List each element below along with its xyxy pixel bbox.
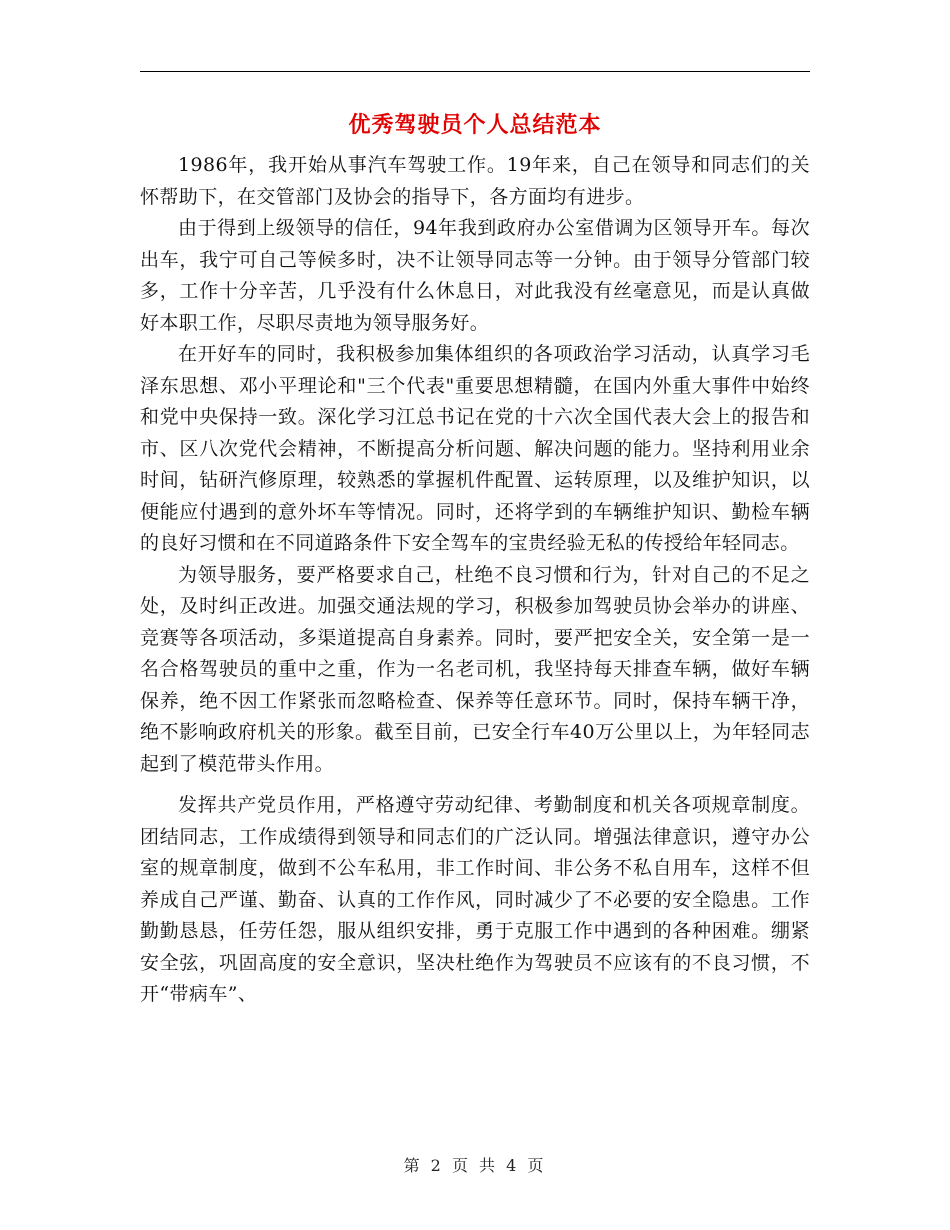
paragraph-3: 在开好车的同时，我积极参加集体组织的各项政治学习活动，认真学习毛泽东思想、邓小平理论和"三个代表"重要思想精髓，在国内外重大事件中始终和党中央保持一致。深化学习江总书记在党的十六次全国代表大会上的报告和市、区八次党代会精神，不断提高分析问题、解决问题的能力。坚持利用业余时间，钻研汽修原理，较熟悉的掌握机件配置、运转原理，以及维护知识，以便能应付遇到的意外坏车等情况。同时，还将学到的车辆维护知识、勤检车辆的良好习惯和在不同道路条件下安全驾车的宝贵经验无私的传授给年轻同志。 (140, 343, 810, 554)
paragraph-4: 为领导服务，要严格要求自己，杜绝不良习惯和行为，针对自己的不足之处，及时纠正改进。加强交通法规的学习，积极参加驾驶员协会举办的讲座、竞赛等各项活动，多渠道提高自身素养。同时，要严把安全关，安全第一是一名合格驾驶员的重中之重，作为一名老司机，我坚持每天排查车辆，做好车辆保养，绝不因工作紧张而忽略检查、保养等任意环节。同时，保持车辆干净，绝不影响政府机关的形象。截至目前，已安全行车40万公里以上，为年轻同志起到了模范带头作用。 (140, 563, 810, 775)
page-footer: 第 2 页 共 4 页 (403, 1156, 547, 1175)
header-rule (140, 71, 810, 72)
document-title: 优秀驾驶员个人总结范本 (348, 112, 602, 138)
document-body (140, 150, 810, 1011)
paragraph-2: 由于得到上级领导的信任，94年我到政府办公室借调为区领导开车。每次出车，我宁可自己等候多时，决不让领导同志等一分钟。由于领导分管部门较多，工作十分辛苦，几乎没有什么休息日，对此我没有丝毫意见，而是认真做好本职工作，尽职尽责地为领导服务好。 (140, 217, 810, 334)
paragraph-1: 1986年，我开始从事汽车驾驶工作。19年来，自己在领导和同志们的关怀帮助下，在交管部门及协会的指导下，各方面均有进步。 (140, 154, 810, 208)
paragraph-5: 发挥共产党员作用，严格遵守劳动纪律、考勤制度和机关各项规章制度。团结同志，工作成绩得到领导和同志们的广泛认同。增强法律意识，遵守办公室的规章制度，做到不公车私用，非工作时间、非公务不私自用车，这样不但养成自己严谨、勤奋、认真的工作作风，同时减少了不必要的安全隐患。工作勤勤恳恳，任劳任怨，服从组织安排，勇于克服工作中遇到的各种困难。绷紧安全弦，巩固高度的安全意识，坚决杜绝作为驾驶员不应该有的不良习惯，不开“带病车”、 (140, 794, 810, 1005)
